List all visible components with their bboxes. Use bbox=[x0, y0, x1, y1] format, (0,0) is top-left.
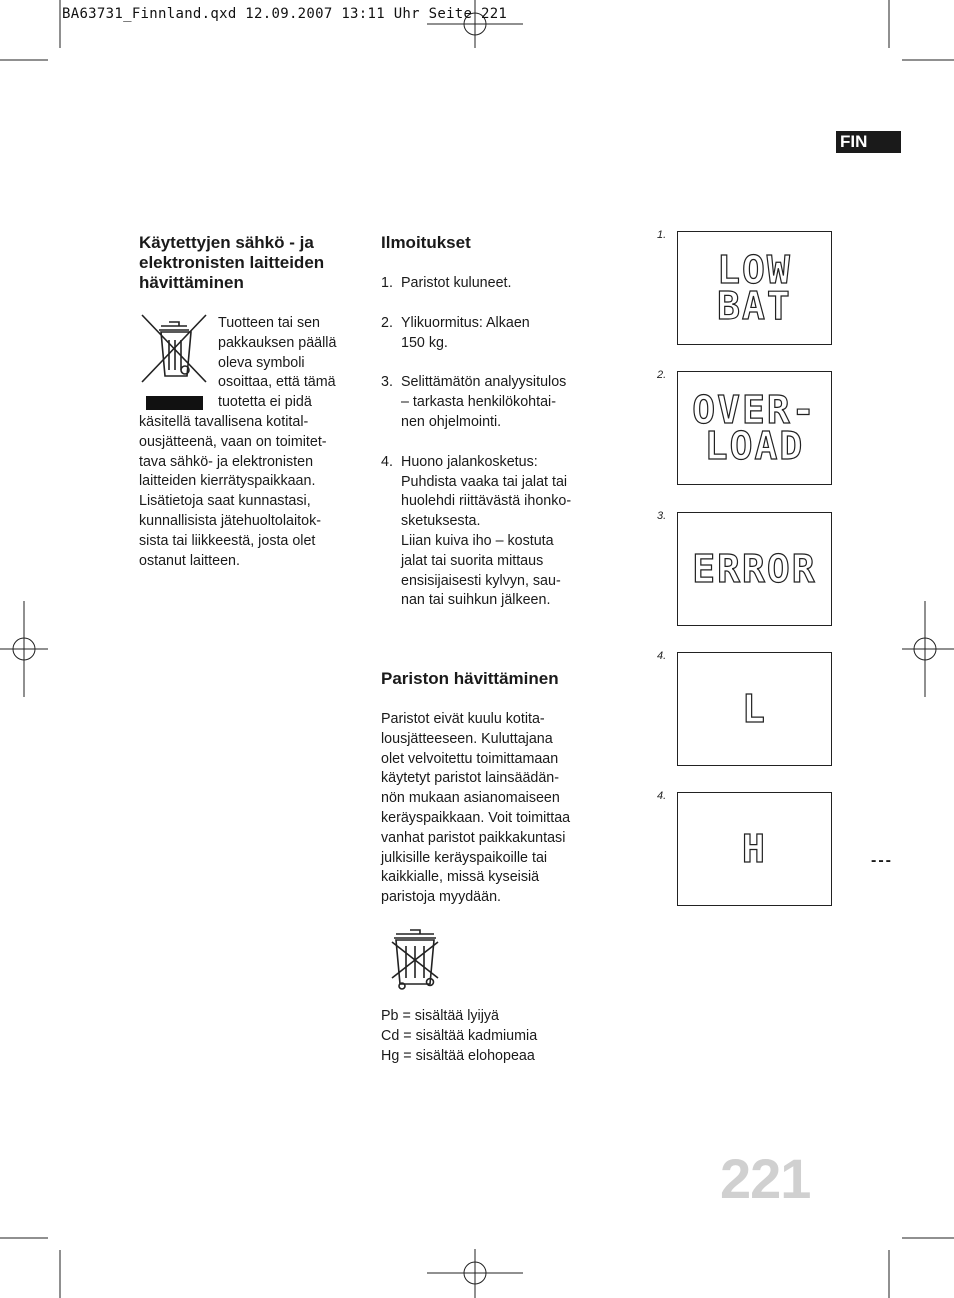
display-overload bbox=[677, 371, 832, 485]
notices-list bbox=[381, 274, 596, 611]
battery-text: Paristot eivät kuulu kotita- lousjätteeseen. Kuluttajana olet velvoitettu toimittamaan käytetyt paristot lainsäädän- nön mukaan asianomaiseen keräyspaikkaan. Voit toimittaa vanhat paristot paikkakuntasi julkisille keräyspaikoille tai kaikkialle, missä kyseisiä paristoja myydään. bbox=[381, 711, 571, 906]
display-low-bat bbox=[677, 231, 832, 345]
disposal-section bbox=[139, 233, 354, 293]
display-low-contact bbox=[677, 652, 832, 766]
list-item: 2. Ylikuormitus: Alkaen 150 kg. bbox=[381, 314, 530, 351]
display-text: LOW BAT bbox=[717, 248, 792, 328]
battery-section bbox=[381, 669, 596, 908]
language-tab: FIN bbox=[836, 131, 901, 153]
crossed-out-battery-bin-icon bbox=[386, 926, 444, 992]
side-mark: --- bbox=[871, 852, 893, 869]
display-label: 4. bbox=[657, 650, 667, 662]
battery-heading: Pariston hävittäminen bbox=[381, 669, 559, 688]
display-text: H bbox=[742, 827, 767, 871]
notices-heading: Ilmoitukset bbox=[381, 233, 471, 252]
display-text: ERROR bbox=[692, 547, 817, 591]
display-label: 3. bbox=[657, 510, 667, 522]
battery-legend: Pb = sisältää lyijyä Cd = sisältää kadmiumia Hg = sisältää elohopeaa bbox=[381, 1008, 538, 1064]
list-item: 3. Selittämätön analyysitulos – tarkasta henkilökohtai- nen ohjelmointi. bbox=[381, 374, 567, 430]
display-label: 4. bbox=[657, 790, 667, 802]
display-error bbox=[677, 512, 832, 626]
disposal-text-beside-icon: Tuotteen tai sen pakkauksen päällä oleva symboli osoittaa, että tämä tuotetta ei pidä bbox=[218, 315, 337, 411]
crossed-out-wheelie-bin-icon bbox=[139, 312, 209, 412]
display-label: 2. bbox=[657, 369, 667, 381]
display-text: OVER- LOAD bbox=[692, 388, 817, 468]
file-slug: BA63731_Finnland.qxd 12.09.2007 13:11 Uhr Seite 221 bbox=[62, 6, 508, 22]
list-item: 4. Huono jalankosketus: Puhdista vaaka tai jalat tai huolehdi riittävästä ihonko- sketuksesta. Liian kuiva iho – kostuta jalat tai suorita mittaus ensisijaisesti kylvyn, sau- nan tai suihkun jälkeen. bbox=[381, 453, 572, 609]
disposal-heading: Käytettyjen sähkö - ja elektronisten laitteiden hävittäminen bbox=[139, 233, 325, 292]
display-text: L bbox=[742, 687, 767, 731]
list-item: 1. Paristot kuluneet. bbox=[381, 275, 512, 291]
notices-section bbox=[381, 233, 596, 631]
disposal-text-body: käsitellä tavallisena kotital- ousjätteenä, vaan on toimitet- tava sähkö- ja elektronisten laitteiden kierrätyspaikkaan. Lisätietoja saat kunnastasi, kunnallisista jätehuoltolaitok- sista tai liikkeestä, josta olet ostanut laitteen. bbox=[139, 414, 327, 569]
display-high-contact bbox=[677, 792, 832, 906]
display-label: 1. bbox=[657, 229, 667, 241]
page-number: 221 bbox=[720, 1147, 811, 1210]
